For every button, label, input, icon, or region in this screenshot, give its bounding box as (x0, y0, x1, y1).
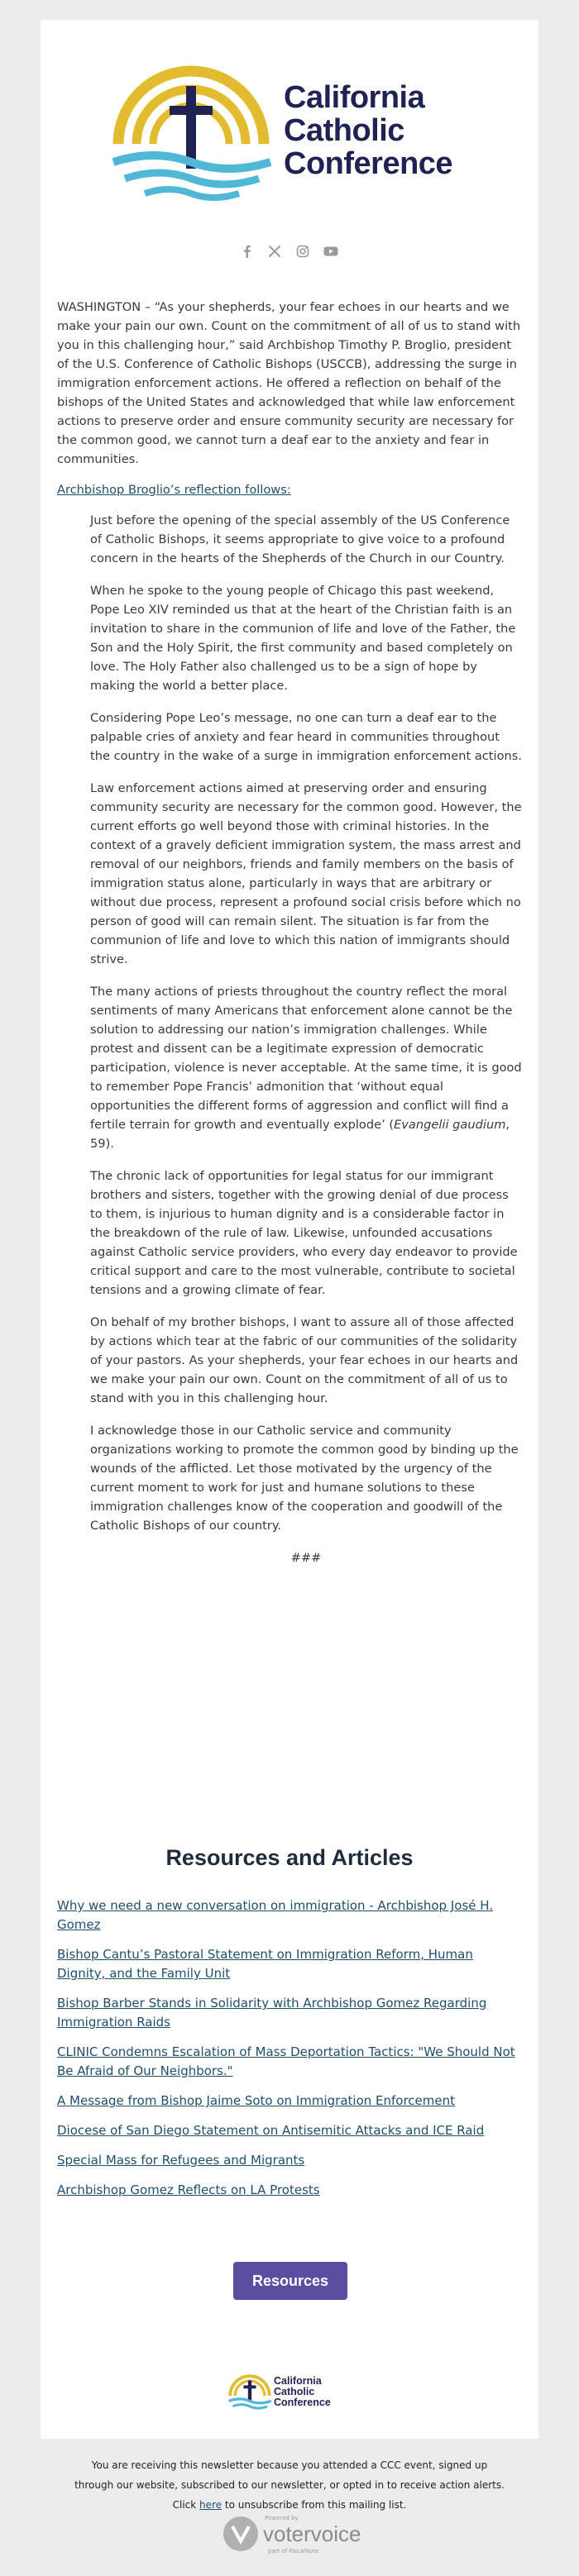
social-links (41, 245, 538, 261)
votervoice-logo-icon (222, 2515, 260, 2553)
quote-text: , 59). (90, 1118, 510, 1151)
newsletter-footer (41, 2455, 538, 2515)
resource-link[interactable]: Special Mass for Refugees and Migrants (57, 2153, 305, 2168)
end-mark: ### (290, 1551, 322, 1565)
facebook-icon[interactable] (241, 245, 254, 258)
quote-paragraph: Considering Pope Leo’s message, no one can turn a deaf ear to the palpable cries of anxiety and fear heard in communities throughout the country in the wake of a surge in immigration enforcement actions. (90, 711, 522, 763)
quote-paragraph: On behalf of my brother bishops, I want to assure all of those affected by actions which tear at the fabric of our communities of the solidarity of your pastors. As your shepherds, your fear echoes in our hearts and we make your pain our own. Count on the commitment of all of us to stand with you in this challenging hour. (90, 1315, 519, 1405)
resource-link[interactable]: Why we need a new conversation on immigration - Archbishop José H. Gomez (57, 1898, 494, 1932)
fiscalnote-text: part of FiscalNote (268, 2548, 319, 2555)
youtube-icon[interactable] (323, 245, 338, 258)
footer-text: to unsubscribe from this mailing list. (222, 2499, 407, 2511)
ccc-emblem-icon (108, 46, 274, 212)
newsletter-card (41, 20, 538, 2439)
logo-wordmark (284, 81, 452, 180)
quote-paragraph: Law enforcement actions aimed at preserving order and ensuring community security are necessary for the common good. However, the current efforts go well beyond those with criminal histories. In the context of a gravely deficient immigration system, the mass arrest and removal of our neighbors, friends and family members on the basis of immigration status alone, particularly in ways that are arbitrary or without due process, represent a profound social crisis before which no person of good will can remain silent. The situation is far from the communion of life and love to which this nation of immigrants should strive. (90, 781, 522, 966)
quote-paragraph: I acknowledge those in our Catholic service and community organizations working to promote the common good by binding up the wounds of the afflicted. Let those motivated by the urgency of the current moment to work for just and humane solutions to these immigration challenges know of the cooperation and goodwill of the Catholic Bishops of our country. (90, 1424, 519, 1533)
logo-line-2: Catholic (274, 2386, 315, 2397)
quote-text: The many actions of priests throughout the country reflect the moral sentiments of many Americans that enforcement alone cannot be the solution to addressing our nation’s immigration challenges. While protest and dissent can be a legitimate expression of democratic participation, violence is never acceptable. At the same time, it is good to remember Pope Francis’ admonition that ‘without equal opportunities the different forms of aggression and conflict will find a fertile terrain for growth and eventually explode’ ( (90, 985, 522, 1132)
quote-paragraph: Just before the opening of the special assembly of the US Conference of Catholic Bishops, it seems appropriate to give voice to a profound concern in the hearts of the Shepherds of the Church in our Country. (90, 513, 510, 565)
unsubscribe-link[interactable]: here (199, 2499, 223, 2511)
resource-link[interactable]: Archbishop Gomez Reflects on LA Protests (57, 2182, 320, 2197)
logo-line-3: Conference (284, 146, 453, 181)
article-body (57, 298, 522, 1581)
unsubscribe-line (41, 2495, 538, 2515)
footer-text: Click (172, 2499, 200, 2511)
ccc-logo[interactable] (108, 46, 472, 212)
ccc-emblem-small-icon (227, 2369, 272, 2414)
reflection-quote (90, 511, 522, 1567)
resources-list (57, 1896, 522, 2211)
quote-paragraph (90, 982, 522, 1153)
votervoice-wordmark: votervoice (263, 2521, 361, 2546)
reflection-link[interactable]: Archbishop Broglio’s reflection follows: (57, 483, 291, 497)
logo-line-1: California (284, 80, 425, 115)
logo-wordmark-small (274, 2376, 331, 2408)
resources-title: Resources and Articles (165, 1845, 414, 1870)
quote-paragraph: When he spoke to the young people of Chicago this past weekend, Pope Leo XIV reminded us that at the heart of the Christian faith is an invitation to share in the communion of life and love of the Father, the Son and the Holy Spirit, the first community and based completely on love. The Holy Father also challenged us to be a sign of hope by making the world a better place. (90, 584, 516, 693)
logo-line-3: Conference (274, 2397, 331, 2408)
instagram-icon[interactable] (296, 245, 309, 258)
logo-line-2: Catholic (284, 113, 404, 148)
quote-paragraph: The chronic lack of opportunities for legal status for our immigrant brothers and sisters, together with the growing denial of due process to them, is injurious to human dignity and is a considerable factor in the breakdown of the rule of law. Likewise, unfounded accusations against Catholic service providers, who every day endeavor to provide critical support and care to the most vulnerable, contribute to societal tensions and a growing climate of fear. (90, 1169, 518, 1297)
resource-link[interactable]: Diocese of San Diego Statement on Antisemitic Attacks and ICE Raid (57, 2123, 485, 2138)
resource-link[interactable]: A Message from Bishop Jaime Soto on Immigration Enforcement (57, 2093, 456, 2108)
logo-line-1: California (274, 2375, 322, 2387)
quote-citation: Evangelii gaudium (394, 1118, 506, 1132)
x-icon[interactable] (268, 245, 281, 258)
resource-link[interactable]: Bishop Cantu’s Pastoral Statement on Immigration Reform, Human Dignity, and the Family Unit (57, 1947, 473, 1981)
resource-link[interactable]: CLINIC Condemns Escalation of Mass Deportation Tactics: "We Should Not Be Afraid of Our Neighbors." (57, 2044, 515, 2078)
footer-notice: You are receiving this newsletter because you attended a CCC event, signed up through our website, subscribed to our newsletter, or opted in to receive action alerts. (74, 2459, 505, 2491)
powered-by-text: Powered by (265, 2515, 299, 2521)
article-intro: WASHINGTON – “As your shepherds, your fear echoes in our hearts and we make your pain our own. Count on the commitment of all of us to stand with you in this challenging hour,” said Archbishop Timothy P. Broglio, president of the U.S. Conference of Catholic Bishops (USCCB), addressing the surge in immigration enforcement actions. He offered a reflection on behalf of the bishops of the United States and acknowledged that while law enforcement actions to preserve order and ensure community security are necessary for the common good, we cannot turn a deaf ear to the anxiety and fear in communities. (57, 300, 521, 466)
resource-link[interactable]: Bishop Barber Stands in Solidarity with Archbishop Gomez Regarding Immigration Raids (57, 1996, 487, 2030)
votervoice-badge[interactable] (218, 2513, 367, 2555)
ccc-logo-small[interactable] (227, 2364, 360, 2422)
resources-button[interactable]: Resources (233, 2262, 347, 2300)
